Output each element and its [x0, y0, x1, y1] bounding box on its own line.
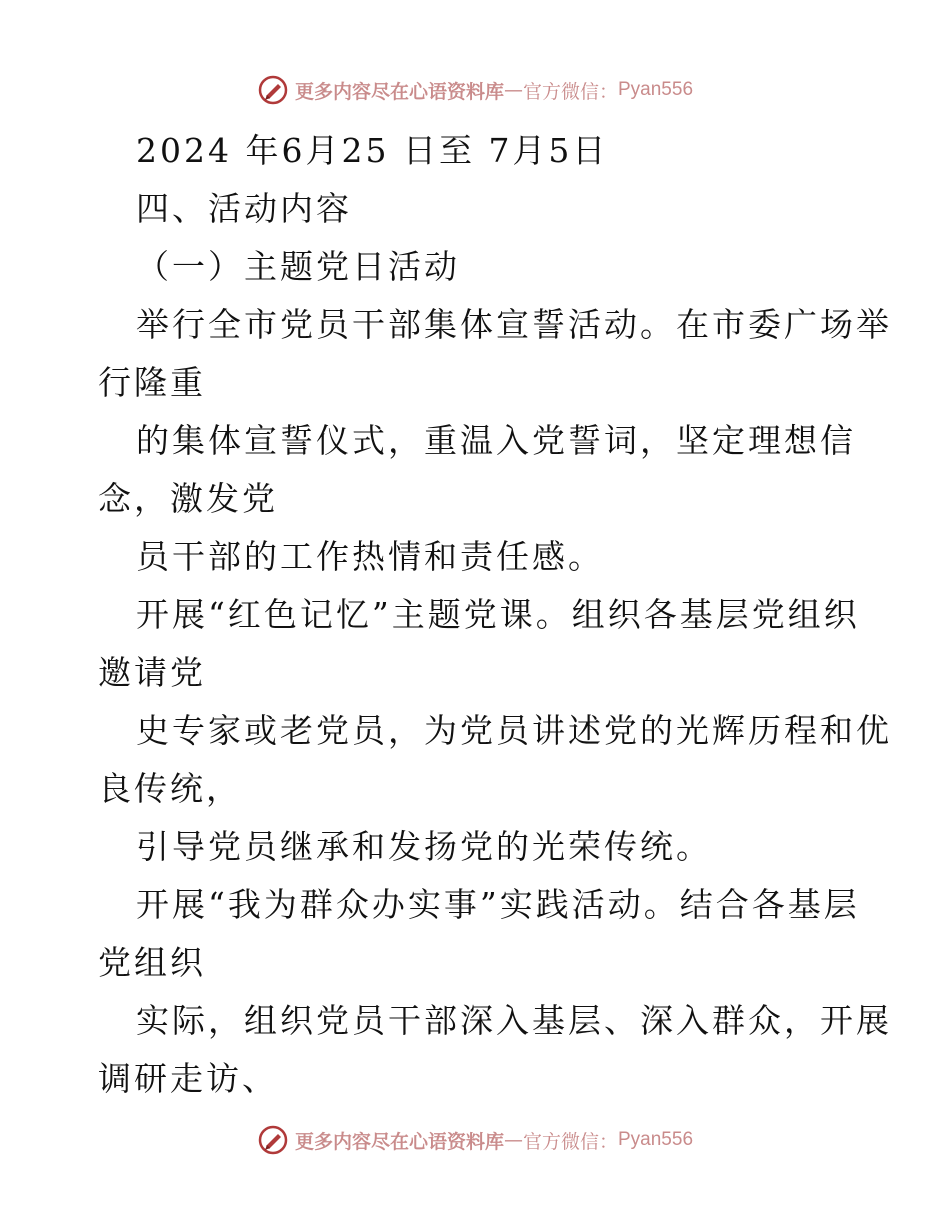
paragraph-line: 开展“红色记忆”主题党课。组织各基层党组织: [136, 595, 860, 634]
watermark-separator: —: [503, 1129, 523, 1151]
paragraph-line: 员干部的工作热情和责任感。: [136, 537, 604, 576]
paragraph-line: 开展“我为群众办实事”实践活动。结合各基层: [136, 885, 860, 924]
paragraph-line: 念，激发党: [98, 479, 278, 518]
header-watermark: [0, 70, 950, 110]
watermark-wechat-id: Pyan556: [618, 79, 694, 100]
paragraph-line: 举行全市党员干部集体宣誓活动。在市委广场举: [136, 305, 892, 344]
paragraph-line: 行隆重: [98, 363, 206, 402]
pen-logo-icon: [257, 1124, 289, 1156]
paragraph-line: 良传统，: [98, 769, 242, 808]
watermark-wechat-id: Pyan556: [618, 1129, 694, 1150]
paragraph-line: 党组织: [98, 943, 206, 982]
paragraph-line: 邀请党: [98, 653, 206, 692]
pen-logo-icon: [257, 74, 289, 106]
document-body: [98, 122, 892, 1108]
watermark-main-text: 更多内容尽在心语资料库: [294, 80, 504, 103]
paragraph-line: 调研走访、: [98, 1059, 278, 1098]
date-range-line: 2024 年6月25 日至 7月5日: [136, 131, 609, 170]
watermark-main-text: 更多内容尽在心语资料库: [294, 1130, 504, 1153]
subsection-heading: （一）主题党日活动: [136, 247, 460, 286]
paragraph-line: 实际，组织党员干部深入基层、深入群众，开展: [136, 1001, 892, 1040]
footer-watermark: [0, 1120, 950, 1160]
paragraph-line: 史专家或老党员，为党员讲述党的光辉历程和优: [136, 711, 892, 750]
paragraph-line: 引导党员继承和发扬党的光荣传统。: [136, 827, 712, 866]
watermark-wechat-label: 官方微信：: [522, 80, 618, 103]
section-heading: 四、活动内容: [136, 189, 352, 228]
watermark-separator: —: [503, 79, 523, 101]
paragraph-line: 的集体宣誓仪式，重温入党誓词，坚定理想信: [136, 421, 856, 460]
watermark-wechat-label: 官方微信：: [522, 1130, 618, 1153]
